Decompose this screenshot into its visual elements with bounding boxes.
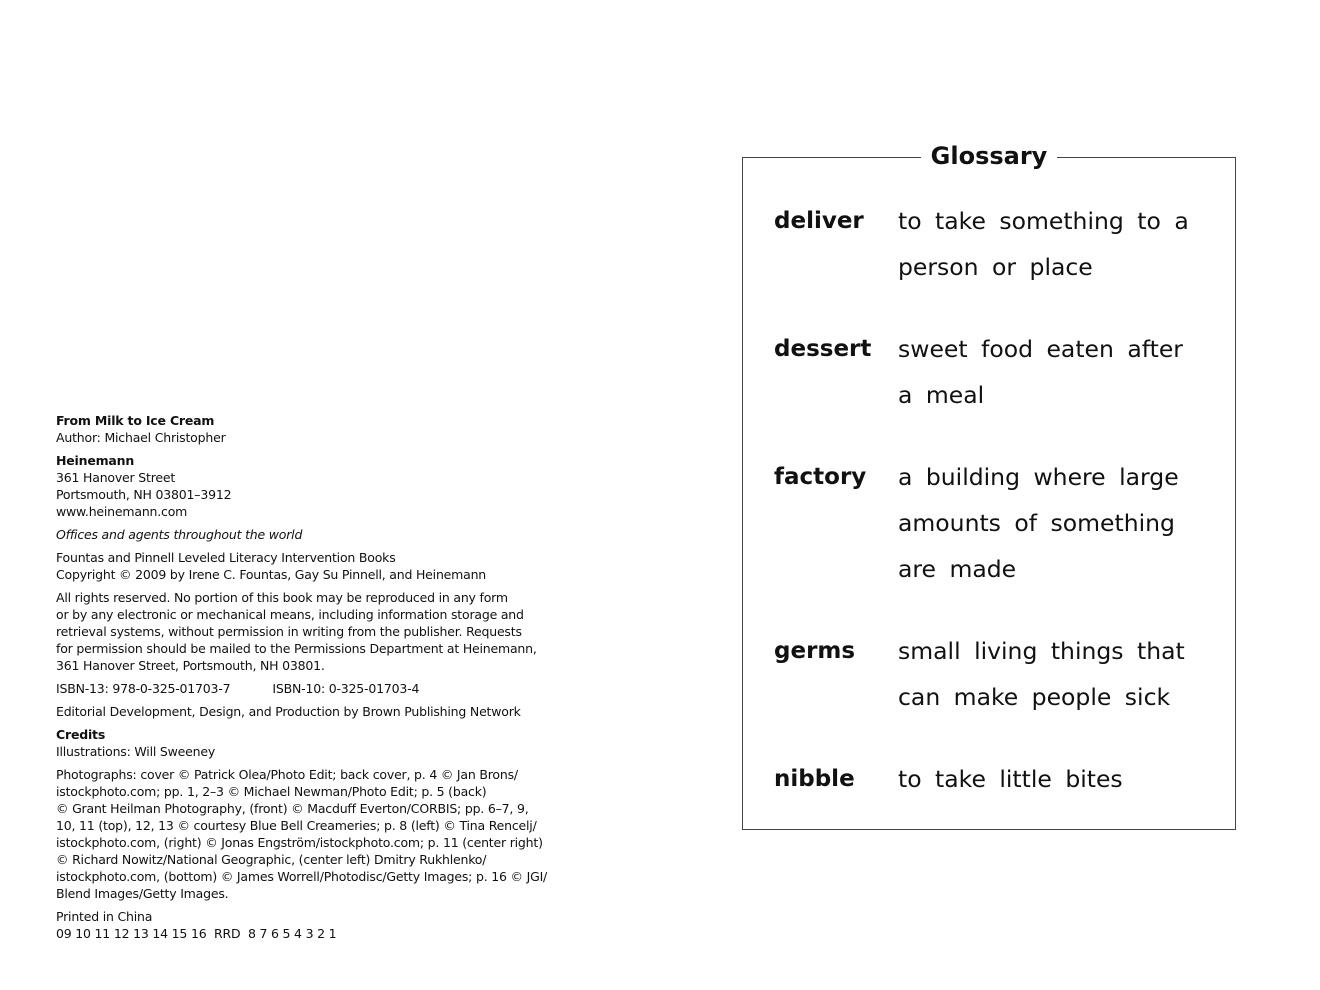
series-block	[56, 549, 596, 583]
photo-credit-line: © Richard Nowitz/National Geographic, (center left) Dmitry Rukhlenko/	[56, 852, 487, 867]
glossary-box	[742, 142, 1236, 830]
editorial-block	[56, 703, 596, 720]
glossary-title: Glossary	[921, 142, 1058, 170]
rights-line: All rights reserved. No portion of this book may be reproduced in any form	[56, 590, 508, 605]
offices-line: Offices and agents throughout the world	[56, 527, 303, 542]
book-title: From Milk to Ice Cream	[56, 413, 215, 428]
rights-line: retrieval systems, without permission in writing from the publisher. Requests	[56, 624, 522, 639]
glossary-term: nibble	[774, 766, 855, 792]
glossary-definition: to take something to a person or place	[898, 207, 1189, 281]
copyright-page	[56, 412, 596, 948]
address-line-2: Portsmouth, NH 03801–3912	[56, 487, 232, 502]
title-block	[56, 412, 596, 446]
isbn-block	[56, 680, 596, 697]
website-link: www.heinemann.com	[56, 504, 188, 519]
glossary-term: factory	[774, 464, 867, 490]
editorial-line: Editorial Development, Design, and Production by Brown Publishing Network	[56, 704, 521, 719]
address-line-1: 361 Hanover Street	[56, 470, 176, 485]
glossary-term: deliver	[774, 208, 864, 234]
rights-line: 361 Hanover Street, Portsmouth, NH 03801.	[56, 658, 325, 673]
isbn-10: ISBN-10: 0-325-01703-4	[272, 681, 420, 696]
glossary-definition: sweet food eaten after a meal	[898, 335, 1183, 409]
rights-line: for permission should be mailed to the Permissions Department at Heinemann,	[56, 641, 537, 656]
glossary-definition: to take little bites	[898, 765, 1123, 793]
glossary-definition: small living things that can make people sick	[898, 637, 1185, 711]
photo-credit-line: © Grant Heilman Photography, (front) © Macduff Everton/CORBIS; pp. 6–7, 9,	[56, 801, 529, 816]
photo-credit-line: istockphoto.com, (bottom) © James Worrell/Photodisc/Getty Images; p. 16 © JGI/	[56, 869, 548, 884]
glossary-definition: a building where large amounts of something are made	[898, 463, 1179, 583]
credits-heading: Credits	[56, 727, 106, 742]
publisher-block	[56, 452, 596, 520]
rights-line: or by any electronic or mechanical means, including information storage and	[56, 607, 524, 622]
glossary-term: dessert	[774, 336, 872, 362]
series-line: Fountas and Pinnell Leveled Literacy Intervention Books	[56, 550, 396, 565]
credits-block	[56, 726, 596, 760]
publisher-name: Heinemann	[56, 453, 135, 468]
photo-credit-line: istockphoto.com; pp. 1, 2–3 © Michael Newman/Photo Edit; p. 5 (back)	[56, 784, 487, 799]
illustrations-line: Illustrations: Will Sweeney	[56, 744, 216, 759]
printing-block	[56, 908, 596, 942]
glossary-term: germs	[774, 638, 856, 664]
rights-block	[56, 589, 596, 674]
photo-credit-line: Photographs: cover © Patrick Olea/Photo Edit; back cover, p. 4 © Jan Brons/	[56, 767, 518, 782]
isbn-13: ISBN-13: 978-0-325-01703-7	[56, 681, 231, 696]
author-line: Author: Michael Christopher	[56, 430, 226, 445]
offices-block	[56, 526, 596, 543]
photo-credit-line: Blend Images/Getty Images.	[56, 886, 229, 901]
printed-line: Printed in China	[56, 909, 153, 924]
photo-credit-line: 10, 11 (top), 12, 13 © courtesy Blue Bell Creameries; p. 8 (left) © Tina Rencelj/	[56, 818, 537, 833]
photo-credit-line: istockphoto.com, (right) © Jonas Engström/istockphoto.com; p. 11 (center right)	[56, 835, 543, 850]
copyright-line: Copyright © 2009 by Irene C. Fountas, Gay Su Pinnell, and Heinemann	[56, 567, 487, 582]
photographs-block	[56, 766, 596, 902]
print-code-line: 09 10 11 12 13 14 15 16 RRD 8 7 6 5 4 3 2 1	[56, 926, 337, 941]
